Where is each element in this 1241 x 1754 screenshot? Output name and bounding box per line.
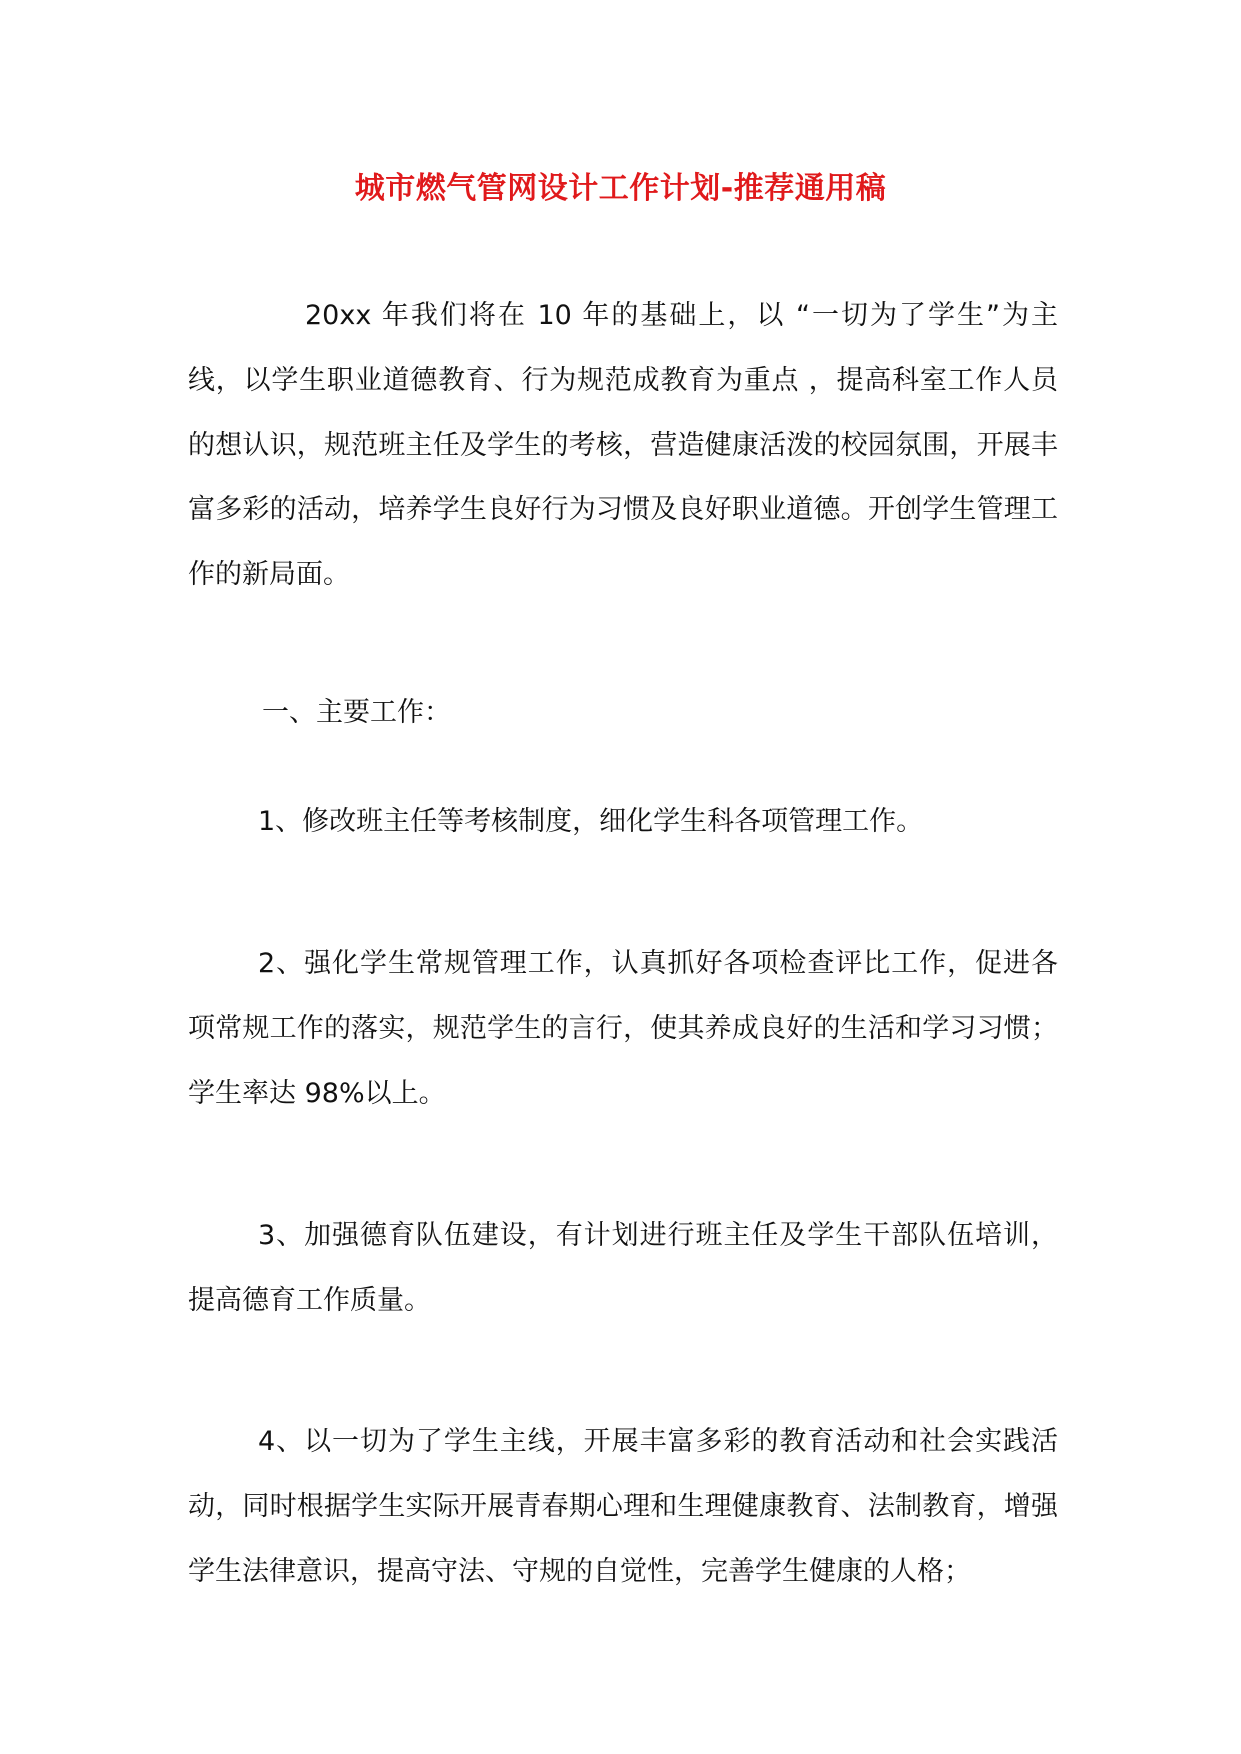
list-item [188, 1410, 1058, 1604]
section-heading: 一、主要工作： [262, 697, 451, 728]
item-3-text: 3、加强德育队伍建设，有计划进行班主任及学生干部队伍培训，提高德育工作质量。 [188, 1220, 1058, 1316]
item-2-text: 2、强化学生常规管理工作，认真抓好各项检查评比工作，促进各项常规工作的落实，规范学生的言行，使其养成良好的生活和学习习惯；学生率达 98%以上。 [188, 948, 1058, 1109]
document-title: 城市燃气管网设计工作计划-推荐通用稿 [354, 171, 887, 206]
list-item [188, 932, 1058, 1126]
intro-paragraph [188, 284, 1058, 608]
list-item [188, 790, 1058, 855]
list-item [188, 1204, 1058, 1334]
item-4-text: 4、以一切为了学生主线，开展丰富多彩的教育活动和社会实践活动，同时根据学生实际开展青春期心理和生理健康教育、法制教育，增强学生法律意识，提高守法、守规的自觉性，完善学生健康的人格； [188, 1426, 1058, 1587]
intro-text: 20xx 年我们将在 10 年的基础上，以 “一切为了学生”为主 线，以学生职业道德教育、行为规范成教育为重点 ，提高科室工作人员的想认识，规范班主任及学生的考核，营造健康活泼的校园氛围，开展丰富多彩的活动，培养学生良好行为习惯及良好职业道德。开创学生管理工作的新局面。 [188, 300, 1058, 591]
item-1-text: 1、修改班主任等考核制度，细化学生科各项管理工作。 [258, 806, 924, 837]
